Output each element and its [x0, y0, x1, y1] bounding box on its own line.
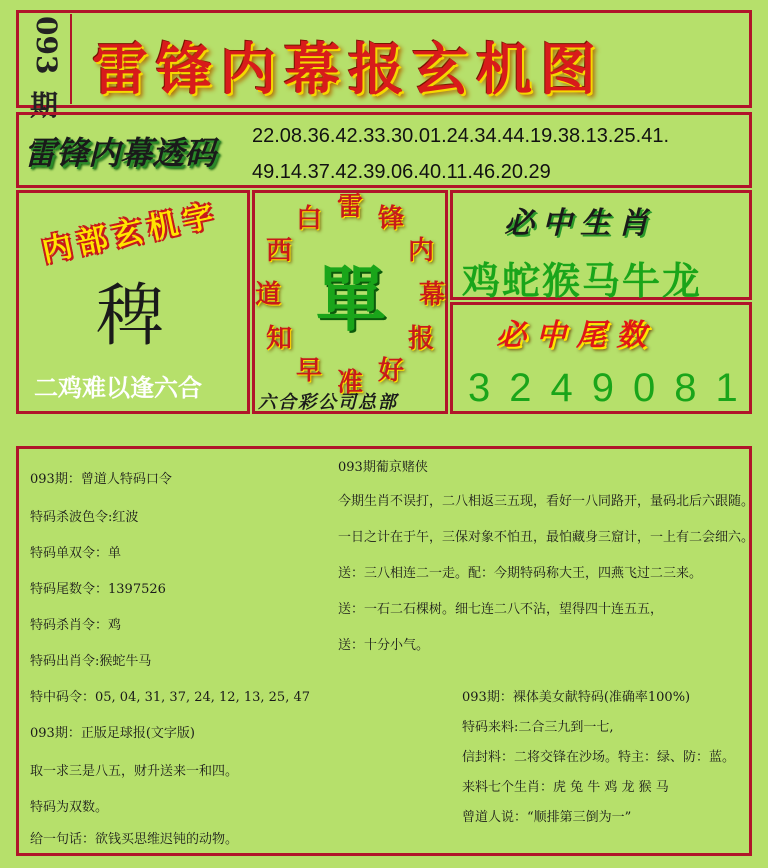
- left-tip-line: 093期：曾道人特码口令: [30, 472, 172, 487]
- numbers-list: [252, 118, 669, 190]
- ring-char: 内: [408, 236, 435, 266]
- beauty-line: 信封料：二将交锋在沙场。特主：绿、防：蓝。: [462, 750, 736, 765]
- zodiac-animals: 鸡蛇猴马牛龙: [462, 258, 703, 303]
- macau-line: 送：一石二石棵树。细七连二八不沾，望得四十连五五，: [338, 602, 664, 617]
- mystery-ribbon: 内部玄机字: [39, 197, 223, 270]
- left-tip-line: 特码为双数。: [30, 800, 109, 815]
- ring-char: 报: [408, 324, 435, 354]
- ring-char: 早: [296, 356, 323, 387]
- issue-label: [24, 14, 68, 122]
- issue-number: 093: [30, 16, 63, 75]
- ring-char: 西: [265, 236, 292, 266]
- beauty-line: 来料七个生肖：虎 兔 牛 鸡 龙 猴 马: [462, 780, 669, 795]
- beauty-line: 曾道人说：“顺排第三倒为一”: [462, 810, 632, 825]
- beauty-title: 093期：裸体美女献特码(准确率100%): [462, 690, 691, 705]
- ring-char: 道: [255, 280, 282, 310]
- numbers-label: 雷锋内幕透码: [24, 134, 217, 172]
- ring-char: 雷: [337, 192, 364, 222]
- ring-char: 知: [265, 324, 292, 354]
- left-tip-line: 特码杀波色令:红波: [30, 510, 139, 525]
- page-title: 雷锋内幕报玄机图: [92, 37, 604, 103]
- company-name: 六合彩公司总部: [258, 392, 398, 413]
- macau-line: 今期生肖不误打，二八相返三五现，看好一八同路开，量码北后六跟随。: [338, 494, 755, 509]
- numbers-line-1: 22.08.36.42.33.30.01.24.34.44.19.38.13.25.41.: [252, 125, 670, 147]
- ring-char: 幕: [419, 280, 446, 310]
- macau-line: 送：十分小气。: [338, 638, 430, 653]
- macau-line: 送：三八相连二一走。配：今期特码称大王，四燕飞过二三来。: [338, 566, 703, 581]
- issue-suffix: 期: [30, 89, 59, 122]
- ring-char: 锋: [378, 203, 405, 234]
- ring-char: 好: [378, 356, 405, 387]
- header-divider: [70, 14, 72, 104]
- ring-char: 白: [296, 203, 323, 234]
- zodiac-header: 必中生肖: [504, 206, 656, 241]
- ring-char: 准: [337, 368, 364, 398]
- beauty-line: 特码来料:二合三九到一七,: [462, 720, 614, 735]
- tail-digits: 3249081: [468, 366, 757, 410]
- center-big-char: 單: [316, 258, 386, 341]
- left-tip-line: 取一求三是八五，财升送来一和四。: [30, 764, 239, 779]
- left-tip-line: 特码尾数令：1397526: [30, 582, 166, 597]
- left-tip-line: 给一句话：欲钱买思维迟钝的动物。: [30, 832, 239, 847]
- left-tip-line: 特码杀肖令：鸡: [30, 618, 122, 633]
- left-tip-line: 特码单双令：单: [30, 546, 122, 561]
- left-tip-line: 特码出肖令:猴蛇牛马: [30, 654, 152, 669]
- numbers-line-2: 49.14.37.42.39.06.40.11.46.20.29: [252, 161, 551, 183]
- macau-line: 一日之计在于午，三保对象不怕丑，最怕藏身三窟计，一上有二会细六。: [338, 530, 755, 545]
- mystery-character: 稗: [96, 277, 165, 356]
- left-tip-line: 093期：正版足球报(文字版): [30, 726, 195, 741]
- tail-header: 必中尾数: [496, 318, 656, 353]
- macau-title: 093期葡京赌侠: [338, 460, 428, 475]
- mystery-phrase: 二鸡难以逢六合: [34, 373, 202, 402]
- left-tip-line: 特中码令：05, 04, 31, 37, 24, 12, 13, 25, 47: [30, 690, 310, 705]
